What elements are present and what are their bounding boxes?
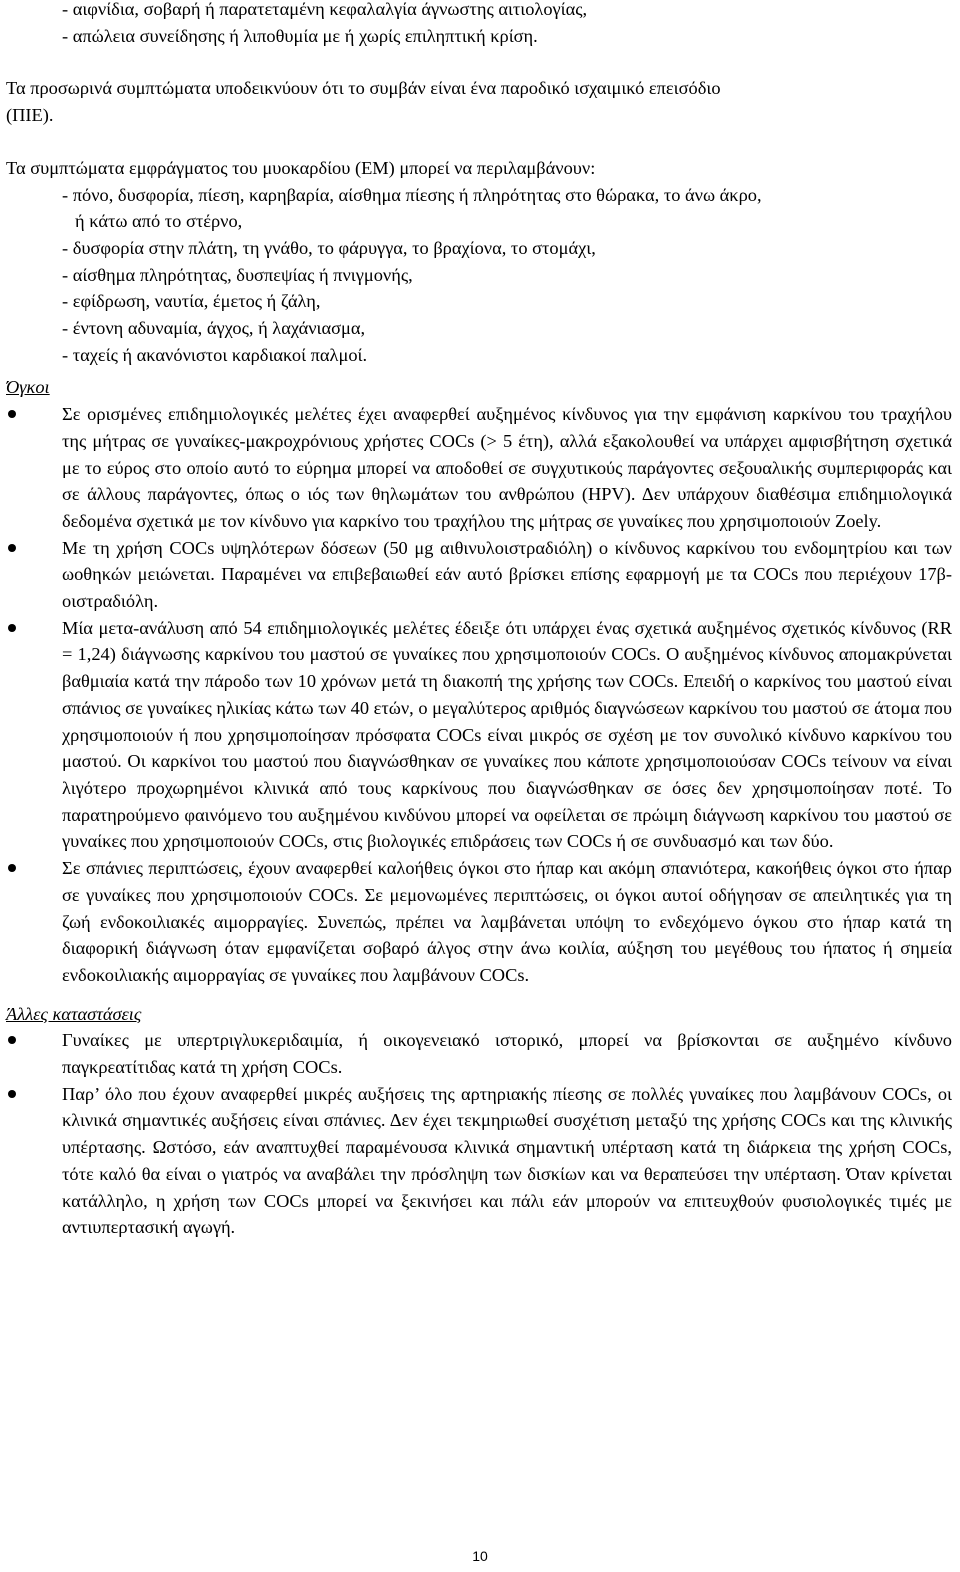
- bullet-text: Σε σπάνιες περιπτώσεις, έχουν αναφερθεί καλοήθεις όγκοι στο ήπαρ και ακόμη σπανιότερα, κακοήθεις όγκοι στο ήπαρ σε γυναίκες που χρησιμοποιούν COCs. Σε μεμονωμένες περιπτώσεις, οι όγκοι αυτοί οδήγησαν σε απειλητικές για τη ζωή ενδοκοιλιακές αιμορραγίες. Συνεπώς, πρέπει να λαμβάνεται υπόψη το ενδεχόμενο όγκου στο ήπαρ κατά τη διαφορική διάγνωση όταν εμφανίζεται σοβαρό άλγος στην άνω κοιλία, αύξηση του μεγέθους του ήπατος ή σημεία ενδοκοιλιακής αιμορραγίας σε γυναίκες που λαμβάνουν COCs.: [62, 858, 952, 985]
- bullet-icon: [8, 624, 16, 632]
- list-item: - εφίδρωση, ναυτία, έμετος ή ζάλη,: [62, 291, 321, 312]
- paragraph-line: Τα προσωρινά συμπτώματα υποδεικνύουν ότι το συμβάν είναι ένα παροδικό ισχαιμικό επεισόδιο: [6, 78, 721, 99]
- bullet-item: [6, 1027, 952, 1080]
- document-page: [6, 0, 952, 1241]
- bullet-item: [6, 855, 952, 989]
- bullet-icon: [8, 1036, 16, 1044]
- symptom-list-top: [6, 0, 952, 49]
- bullet-text: Παρ’ όλο που έχουν αναφερθεί μικρές αυξήσεις της αρτηριακής πίεσης σε πολλές γυναίκες που λαμβάνουν COCs, οι κλινικά σημαντικές αυξήσεις είναι σπάνιες. Δεν έχει τεκμηριωθεί συσχέτιση μεταξύ της χρήσης COCs και της κλινικής υπέρτασης. Ωστόσο, εάν αναπτυχθεί παραμένουσα κλινικά σημαντική υπέρταση κατά τη διάρκεια της χρήση COCs, τότε καλό θα είναι ο γιατρός να αναβάλει την πρόσληψη των δισκίων και να θεραπεύσει την υπέρταση. Όταν κρίνεται κατάλληλο, η χρήση των COCs μπορεί να ξεκινήσει και πάλι εάν μπορούν να επιτευχθούν φυσιολογικές τιμές με αντιυπερτασική αγωγή.: [62, 1083, 952, 1238]
- list-item: - δυσφορία στην πλάτη, τη γνάθο, το φάρυγγα, το βραχίονα, το στομάχι,: [62, 237, 596, 258]
- page-number: 10: [472, 1548, 488, 1564]
- bullet-text: Με τη χρήση COCs υψηλότερων δόσεων (50 μg αιθινυλοιστραδιόλη) ο κίνδυνος καρκίνου του ενδομητρίου και των ωοθηκών μειώνεται. Παραμένει να επιβεβαιωθεί εάν αυτό βρίσκει επίσης εφαρμογή με τα COCs που περιέχουν 17β-οιστραδιόλη.: [62, 537, 952, 612]
- bullet-item: [6, 535, 952, 615]
- bullet-text: Γυναίκες με υπερτριγλυκεριδαιμία, ή οικογενειακό ιστορικό, μπορεί να βρίσκονται σε αυξημένο κίνδυνο παγκρεατίτιδας κατά τη χρήση COCs.: [62, 1030, 952, 1078]
- list-item: - πόνο, δυσφορία, πίεση, καρηβαρία, αίσθημα πίεσης ή πληρότητας στο θώρακα, το άνω άκρο,: [62, 184, 762, 205]
- mi-intro: Τα συμπτώματα εμφράγματος του μυοκαρδίου (ΕΜ) μπορεί να περιλαμβάνουν:: [6, 157, 596, 178]
- section-heading-tumors: Όγκοι: [6, 377, 50, 398]
- bullet-text: Μία μετα-ανάλυση από 54 επιδημιολογικές μελέτες έδειξε ότι υπάρχει ένας σχετικά αυξημένος σχετικός κίνδυνος (RR = 1,24) διάγνωσης καρκίνου του μαστού σε γυναίκες που χρησιμοποιούν COCs. Ο αυξημένος κίνδυνος απομακρύνεται βαθμιαία κατά την πάροδο των 10 χρόνων μετά τη διακοπή της χρήσης των COCs. Επειδή ο καρκίνος του μαστού είναι σπάνιος σε γυναίκες ηλικίας κάτω των 40 ετών, ο μεγαλύτερος αριθμός διαγνώσεων καρκίνου του μαστού σε άτομα που χρησιμοποιούν ή που χρησιμοποίησαν πρόσφατα COCs είναι μικρός σε σχέση με τον συνολικό κίνδυνο καρκίνου του μαστού. Οι καρκίνοι του μαστού που διαγνώσθηκαν σε γυναίκες που κάποτε χρησιμοποιούσαν COCs τείνουν να είναι λιγότερο προχωρημένοι κλινικά από τους καρκίνους που διαγνώσθηκαν σε όσες δεν χρησιμοποίησαν ποτέ. Το παρατηρούμενο φαινόμενο του αυξημένου κινδύνου μπορεί να οφείλεται σε πρώιμη διάγνωση καρκίνου του μαστού σε γυναίκες που χρησιμοποιούν COCs, στις βιολογικές επιδράσεις των COCs ή σε συνδυασμό και των δύο.: [62, 617, 952, 852]
- bullet-icon: [8, 410, 16, 418]
- list-item: - αιφνίδια, σοβαρή ή παρατεταμένη κεφαλαλγία άγνωστης αιτιολογίας,: [62, 0, 588, 19]
- tumors-list: [6, 401, 952, 988]
- paragraph-line: (ΠΙΕ).: [6, 105, 54, 126]
- bullet-text: Σε ορισμένες επιδημιολογικές μελέτες έχει αναφερθεί αυξημένος κίνδυνος για την εμφάνιση καρκίνου του τραχήλου της μήτρας σε γυναίκες-μακροχρόνιους χρήστες COCs (> 5 έτη), αλλά εξακολουθεί να υπάρχει αμφισβήτηση σχετικά με το εύρος στο οποίο αυτό το εύρημα μπορεί να αποδοθεί σε συγχυτικούς παράγοντες σεξουαλικής συμπεριφοράς και σε άλλους παράγοντες, όπως ο ιός των θηλωμάτων του ανθρώπου (HPV). Δεν υπάρχουν διαθέσιμα επιδημιολογικά δεδομένα σχετικά με τον κίνδυνο για καρκίνο του τραχήλου της μήτρας σε γυναίκες που χρησιμοποιούν Zoely.: [62, 404, 952, 531]
- section-heading-other-conditions: Άλλες καταστάσεις: [6, 1003, 142, 1024]
- bullet-icon: [8, 864, 16, 872]
- pie-paragraph: [6, 75, 952, 128]
- list-item: - αίσθημα πληρότητας, δυσπεψίας ή πνιγμονής,: [62, 264, 413, 285]
- list-item: - απώλεια συνείδησης ή λιποθυμία με ή χωρίς επιληπτική κρίση.: [62, 25, 538, 46]
- bullet-icon: [8, 544, 16, 552]
- list-item: - έντονη αδυναμία, άγχος, ή λαχάνιασμα,: [62, 318, 366, 339]
- list-item: ή κάτω από το στέρνο,: [75, 211, 243, 232]
- bullet-item: [6, 401, 952, 535]
- bullet-item: [6, 1081, 952, 1241]
- list-item: - ταχείς ή ακανόνιστοι καρδιακοί παλμοί.: [62, 344, 368, 365]
- bullet-item: [6, 615, 952, 855]
- bullet-icon: [8, 1090, 16, 1098]
- other-conditions-list: [6, 1027, 952, 1241]
- mi-symptom-list: [6, 182, 952, 369]
